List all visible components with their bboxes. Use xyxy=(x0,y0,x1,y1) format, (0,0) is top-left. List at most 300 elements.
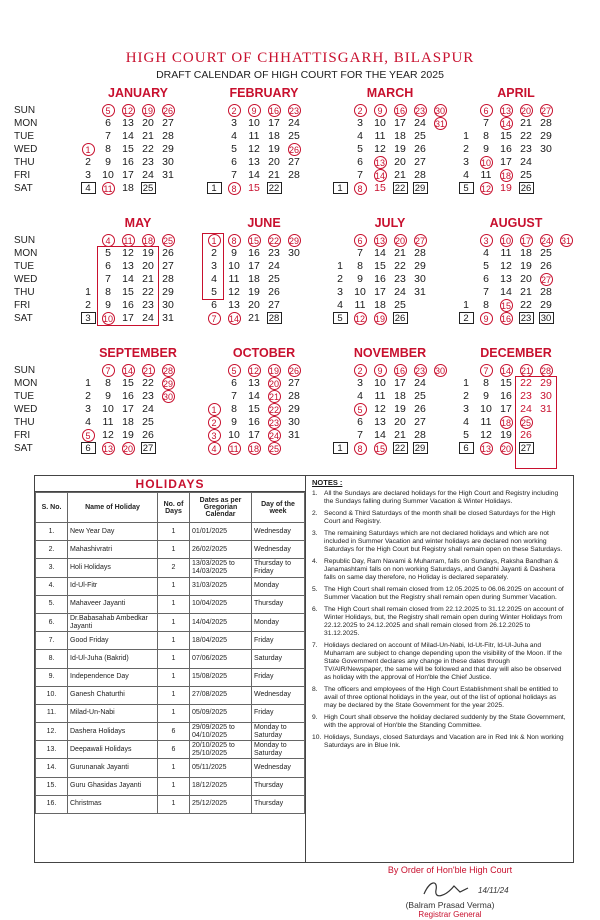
date-cell: 24 xyxy=(520,156,532,168)
date-cell: 3 xyxy=(78,312,98,325)
date-cell: 20 xyxy=(142,260,154,272)
date-cell: 15 xyxy=(500,130,512,142)
date-cell: 20 xyxy=(394,156,406,168)
date-cell: 11 xyxy=(103,184,113,194)
note-item: 6. The High Court shall remain closed from 22.12.2025 to 31.12.2025 on account of Winter Holidays, but, the Registry shall remain open during Winter Holidays from 22.12.2025 to 24.12.2025 and shall remain closed from 26.12.2025 to 31.12.2025. xyxy=(312,606,564,637)
date-cell: 8 xyxy=(224,182,244,195)
date-cell: 5 xyxy=(211,286,217,298)
days-cell: 2 xyxy=(158,559,190,577)
date-cell: 17 xyxy=(248,429,260,441)
date-cell: 12 xyxy=(228,286,240,298)
date-cell: 22 xyxy=(268,236,279,246)
date-cell: 16 xyxy=(394,106,405,116)
holidays-heading: HOLIDAYS xyxy=(35,476,305,492)
date-cell: 25 xyxy=(268,444,279,454)
date-cell: 25 xyxy=(142,416,154,428)
date-cell: 21 xyxy=(248,312,260,324)
date-cell: 23 xyxy=(394,273,406,285)
days-cell: 1 xyxy=(158,795,190,813)
date-cell: 12 xyxy=(374,143,386,155)
date-cell: 16 xyxy=(500,390,512,402)
table-row xyxy=(36,650,305,668)
date-cell: 30 xyxy=(162,392,173,402)
date-cell: 19 xyxy=(142,247,154,259)
date-cell: 12 xyxy=(480,184,491,194)
sno-cell: 14. xyxy=(36,759,68,777)
date-cell: 26 xyxy=(390,312,410,325)
date-cell: 21 xyxy=(142,130,154,142)
date-cell: 8 xyxy=(105,143,111,155)
month-name: OCTOBER xyxy=(232,346,296,360)
note-item: 5. The High Court shall remain closed from 12.05.2025 to 06.06.2025 on account of Summer Vacation but the Registry shall remain open during Summer Vacation. xyxy=(312,586,564,601)
date-cell: 14 xyxy=(374,171,385,181)
date-cell: 17 xyxy=(268,117,280,129)
date-cell: 24 xyxy=(268,431,279,441)
date-cell: 10 xyxy=(102,169,114,181)
date-cell: 13 xyxy=(374,158,385,168)
date-cell: 9 xyxy=(231,416,237,428)
date-cell: 4 xyxy=(463,169,469,181)
date-cell: 10 xyxy=(374,377,386,389)
date-cell: 17 xyxy=(122,169,134,181)
date-cell: 1 xyxy=(78,143,98,156)
date-cell: 11 xyxy=(480,169,492,181)
date-cell: 2 xyxy=(85,299,91,311)
date-cell: 16 xyxy=(500,314,511,324)
date-cell: 19 xyxy=(268,366,279,376)
date-cell: 14 xyxy=(122,130,134,142)
date-cell: 7 xyxy=(357,429,363,441)
date-cell: 15 xyxy=(248,182,260,194)
date-cell: 17 xyxy=(520,236,531,246)
weekday-cell: Friday xyxy=(252,704,305,722)
note-item: 4. Republic Day, Ram Navami & Muharram, falls on Sundays, Raksha Bandhan & Janamashtami falls on non working Saturdays, and Gandhi Jayanti & Dashera falls on same day therefore, no Holiday is declared separately. xyxy=(312,558,559,581)
date-cell: 15 xyxy=(248,236,259,246)
date-cell: 22 xyxy=(268,405,279,415)
date-cell: 10 xyxy=(228,260,240,272)
date-cell: 25 xyxy=(540,247,552,259)
date-cell: 6 xyxy=(231,377,237,389)
month-name: APRIL xyxy=(497,86,535,100)
signatory-name: (Balram Prasad Verma) xyxy=(405,900,495,910)
day-labels xyxy=(14,234,50,325)
date-cell: 7 xyxy=(476,364,496,377)
date-cell: 2 xyxy=(85,390,91,402)
date-cell: 13 xyxy=(374,416,386,428)
month-name: JUNE xyxy=(247,216,281,230)
date-cell: 18 xyxy=(122,182,134,194)
date-cell: 3 xyxy=(204,429,224,442)
day-label-tue: TUE xyxy=(14,261,34,272)
day-label-fri: FRI xyxy=(14,300,31,311)
date-cell: 6 xyxy=(231,156,237,168)
date-cell: 25 xyxy=(520,418,531,428)
order-line: By Order of Hon'ble High Court xyxy=(387,865,513,875)
calendar-row-2 xyxy=(14,216,571,342)
date-cell: 10 xyxy=(500,236,511,246)
date-cell: 13 xyxy=(122,260,134,272)
date-cell: 9 xyxy=(476,312,496,325)
date-cell: 25 xyxy=(414,390,426,402)
date-cell: 25 xyxy=(162,236,173,246)
date-cell: 1 xyxy=(204,234,224,247)
holiday-name-cell: Dr.Babasahab Ambedkar Jayanti xyxy=(68,613,158,631)
notes-list xyxy=(312,490,567,750)
holiday-name-cell: Id-Ul-Juha (Bakrid) xyxy=(68,650,158,668)
date-cell: 22 xyxy=(264,182,284,195)
date-cell: 3 xyxy=(463,403,469,415)
table-row xyxy=(36,541,305,559)
date-cell: 7 xyxy=(105,273,111,285)
sno-cell: 11. xyxy=(36,704,68,722)
date-cell: 18 xyxy=(500,418,511,428)
date-cell: 14 xyxy=(500,119,511,129)
date-cell: 11 xyxy=(229,444,239,454)
signature-date: 14/11/24 xyxy=(478,886,509,895)
date-cell: 5 xyxy=(224,364,244,377)
date-cell: 21 xyxy=(268,169,280,181)
date-cell: 9 xyxy=(105,299,111,311)
date-cell: 5 xyxy=(231,143,237,155)
date-cell: 4 xyxy=(78,182,98,195)
date-cell: 9 xyxy=(244,104,264,117)
calendar-row-3 xyxy=(14,346,560,472)
date-cell: 13 xyxy=(480,444,491,454)
date-cell: 20 xyxy=(500,444,511,454)
date-cell: 23 xyxy=(142,390,154,402)
date-cell: 5 xyxy=(350,403,370,416)
date-cell: 17 xyxy=(500,156,512,168)
date-cell: 26 xyxy=(540,260,552,272)
date-cell: 26 xyxy=(162,247,174,259)
holiday-name-cell: New Year Day xyxy=(68,523,158,541)
date-cell: 8 xyxy=(483,377,489,389)
date-cell: 19 xyxy=(268,143,280,155)
day-label-wed: WED xyxy=(14,144,38,155)
date-cell: 23 xyxy=(520,143,532,155)
date-cell: 27/08/2025 xyxy=(190,686,252,704)
date-cell: 1 xyxy=(330,182,350,195)
date-cell: 15/08/2025 xyxy=(190,668,252,686)
table-row xyxy=(36,777,305,795)
date-cell: 11 xyxy=(354,299,366,311)
date-cell: 9 xyxy=(483,390,489,402)
date-cell: 5 xyxy=(357,143,363,155)
date-cell: 18/12/2025 xyxy=(190,777,252,795)
date-cell: 10 xyxy=(480,158,491,168)
header-days: No. of Days xyxy=(158,493,190,523)
date-cell: 2 xyxy=(463,390,469,402)
sno-cell: 16. xyxy=(36,795,68,813)
month-name: JANUARY xyxy=(108,86,168,100)
date-cell: 5 xyxy=(456,182,476,195)
weekday-cell: Wednesday xyxy=(252,686,305,704)
date-cell: 29 xyxy=(162,286,174,298)
date-cell: 29 xyxy=(540,299,552,311)
winter-holidays-outline-december xyxy=(515,376,557,469)
date-cell: 4 xyxy=(211,273,217,285)
date-cell: 17 xyxy=(374,286,386,298)
note-item: 10. Holidays, Sundays, closed Saturdays and Vacation are in Red Ink & Non working Saturdays are in Blue Ink. xyxy=(312,734,564,749)
date-cell: 15 xyxy=(374,260,386,272)
date-cell: 22 xyxy=(520,299,532,311)
table-row xyxy=(36,523,305,541)
date-cell: 10 xyxy=(354,286,366,298)
date-cell: 28 xyxy=(414,429,426,441)
sno-cell: 3. xyxy=(36,559,68,577)
days-cell: 1 xyxy=(158,686,190,704)
date-cell: 24 xyxy=(142,312,154,324)
date-cell: 17 xyxy=(122,403,134,415)
date-cell: 4 xyxy=(231,130,237,142)
date-cell: 23 xyxy=(268,247,280,259)
date-cell: 20 xyxy=(394,416,406,428)
days-cell: 1 xyxy=(158,650,190,668)
date-cell: 4 xyxy=(337,299,343,311)
date-cell: 14 xyxy=(248,169,260,181)
date-cell: 24 xyxy=(520,403,532,415)
date-cell: 18 xyxy=(374,299,386,311)
days-cell: 1 xyxy=(158,595,190,613)
weekday-cell: Monday to Saturday xyxy=(252,741,305,759)
date-cell: 8 xyxy=(357,260,363,272)
date-cell: 10 xyxy=(480,403,492,415)
date-cell: 23 xyxy=(142,299,154,311)
date-cell: 21 xyxy=(142,273,154,285)
date-cell: 28 xyxy=(414,247,426,259)
date-cell: 22 xyxy=(390,442,410,455)
table-row xyxy=(36,595,305,613)
date-cell: 05/09/2025 xyxy=(190,704,252,722)
date-cell: 22 xyxy=(394,260,406,272)
date-cell: 30 xyxy=(540,390,552,402)
month-name: JULY xyxy=(374,216,406,230)
date-cell: 31 xyxy=(434,119,445,129)
date-cell: 22 xyxy=(390,182,410,195)
page-title: HIGH COURT OF CHHATTISGARH, BILASPUR xyxy=(125,50,475,66)
date-cell: 24 xyxy=(414,377,426,389)
date-cell: 20 xyxy=(268,379,279,389)
date-cell: 19 xyxy=(394,403,406,415)
date-cell: 30 xyxy=(434,366,445,376)
date-cell: 6 xyxy=(483,273,489,285)
date-cell: 30 xyxy=(434,106,445,116)
date-cell: 10 xyxy=(102,314,113,324)
date-cell: 21 xyxy=(394,429,406,441)
date-cell: 30 xyxy=(288,247,300,259)
date-cell: 11 xyxy=(480,416,492,428)
date-cell: 9 xyxy=(483,143,489,155)
date-cell: 5 xyxy=(483,260,489,272)
date-cell: 7 xyxy=(98,364,118,377)
sno-cell: 1. xyxy=(36,523,68,541)
date-cell: 10 xyxy=(228,429,240,441)
date-cell: 27 xyxy=(540,275,551,285)
date-cell: 31 xyxy=(414,286,426,298)
days-cell: 1 xyxy=(158,704,190,722)
date-cell: 3 xyxy=(463,156,469,168)
date-cell: 3 xyxy=(337,286,343,298)
calendar-grid xyxy=(14,86,571,470)
holiday-name-cell: Independence Day xyxy=(68,668,158,686)
date-cell: 9 xyxy=(105,156,111,168)
date-cell: 17 xyxy=(248,260,260,272)
date-cell: 30 xyxy=(536,312,556,325)
header-weekday: Day of the week xyxy=(252,493,305,523)
date-cell: 27 xyxy=(268,299,280,311)
date-cell: 13 xyxy=(228,299,240,311)
date-cell: 16 xyxy=(394,366,405,376)
table-row xyxy=(36,741,305,759)
date-cell: 31 xyxy=(288,429,300,441)
date-cell: 18 xyxy=(248,444,259,454)
date-cell: 28 xyxy=(162,273,174,285)
date-cell: 26/02/2025 xyxy=(190,541,252,559)
date-cell: 13 xyxy=(500,273,512,285)
days-cell: 1 xyxy=(158,613,190,631)
date-cell: 29 xyxy=(540,377,552,389)
day-label-wed: WED xyxy=(14,274,38,285)
date-cell: 23 xyxy=(142,156,154,168)
date-cell: 23 xyxy=(520,390,532,402)
day-label-tue: TUE xyxy=(14,391,34,402)
date-cell: 27 xyxy=(516,442,536,455)
date-cell: 28 xyxy=(264,312,284,325)
date-cell: 3 xyxy=(211,260,217,272)
date-cell: 22 xyxy=(142,143,154,155)
date-cell: 23 xyxy=(414,366,425,376)
date-cell: 01/01/2025 xyxy=(190,523,252,541)
date-cell: 1 xyxy=(204,403,224,416)
date-cell: 16 xyxy=(248,247,260,259)
date-cell: 7 xyxy=(204,312,224,325)
date-cell: 24 xyxy=(394,286,406,298)
date-cell: 30 xyxy=(540,143,552,155)
date-cell: 12 xyxy=(122,247,134,259)
date-cell: 26 xyxy=(288,145,299,155)
table-row xyxy=(36,559,305,577)
sno-cell: 8. xyxy=(36,650,68,668)
sno-cell: 10. xyxy=(36,686,68,704)
date-cell: 2 xyxy=(211,247,217,259)
date-cell: 11 xyxy=(102,416,114,428)
date-cell: 31 xyxy=(162,169,174,181)
month-name: AUGUST xyxy=(489,216,543,230)
date-cell: 14 xyxy=(374,247,386,259)
date-cell: 3 xyxy=(357,377,363,389)
date-cell: 28 xyxy=(162,366,173,376)
date-cell: 5 xyxy=(463,429,469,441)
page-subtitle: DRAFT CALENDAR OF HIGH COURT FOR THE YEAR 2025 xyxy=(156,69,444,81)
date-cell: 16 xyxy=(122,299,134,311)
date-cell: 8 xyxy=(350,182,370,195)
date-cell: 10 xyxy=(102,403,114,415)
date-cell: 17 xyxy=(394,377,406,389)
weekday-cell: Wednesday xyxy=(252,759,305,777)
day-label-wed: WED xyxy=(14,404,38,415)
date-cell: 21 xyxy=(394,247,406,259)
date-cell: 28 xyxy=(540,117,552,129)
date-cell: 7 xyxy=(357,247,363,259)
date-cell: 31 xyxy=(560,236,571,246)
date-cell: 25 xyxy=(268,273,280,285)
date-cell: 12 xyxy=(248,366,259,376)
days-cell: 1 xyxy=(158,523,190,541)
date-cell: 21 xyxy=(520,286,532,298)
date-cell: 30 xyxy=(288,416,300,428)
date-cell: 8 xyxy=(231,403,237,415)
date-cell: 10 xyxy=(374,117,386,129)
date-cell: 12 xyxy=(354,314,365,324)
date-cell: 11 xyxy=(374,130,386,142)
date-cell: 15 xyxy=(122,286,134,298)
date-cell: 28 xyxy=(162,130,174,142)
date-cell: 12 xyxy=(122,106,133,116)
date-cell: 5 xyxy=(105,247,111,259)
day-label-mon: MON xyxy=(14,248,38,259)
day-label-sat: SAT xyxy=(14,443,33,454)
date-cell: 2 xyxy=(85,156,91,168)
date-cell: 6 xyxy=(211,299,217,311)
date-cell: 18 xyxy=(520,247,532,259)
date-cell: 25/12/2025 xyxy=(190,795,252,813)
sno-cell: 6. xyxy=(36,613,68,631)
holidays-header-row xyxy=(36,493,305,523)
date-cell: 28 xyxy=(414,169,426,181)
note-item: 1. All the Sundays are declared holidays for the High Court and Registry including the Sundays falling during Summer Vacation & Winter Holidays. xyxy=(312,490,559,505)
holidays-table xyxy=(35,492,305,814)
date-cell: 19 xyxy=(500,182,512,194)
date-cell: 13/03/2025 to 14/03/2025 xyxy=(190,559,252,577)
table-row xyxy=(36,704,305,722)
holiday-name-cell: Mahaveer Jayanti xyxy=(68,595,158,613)
days-cell: 1 xyxy=(158,541,190,559)
date-cell: 7 xyxy=(105,130,111,142)
date-cell: 26 xyxy=(516,182,536,195)
date-cell: 23 xyxy=(268,418,279,428)
date-cell: 26 xyxy=(268,286,280,298)
summer-vacation-outline-june xyxy=(202,233,224,300)
date-cell: 9 xyxy=(231,247,237,259)
date-cell: 6 xyxy=(105,260,111,272)
date-cell: 21 xyxy=(520,117,532,129)
date-cell: 20 xyxy=(520,273,532,285)
date-cell: 4 xyxy=(483,247,489,259)
date-cell: 23 xyxy=(414,106,425,116)
date-cell: 26 xyxy=(520,429,532,441)
weekday-cell: Thursday to Friday xyxy=(252,559,305,577)
date-cell: 7 xyxy=(231,169,237,181)
day-label-sun: SUN xyxy=(14,365,36,376)
date-cell: 17 xyxy=(500,403,512,415)
day-label-fri: FRI xyxy=(14,430,31,441)
date-cell: 20 xyxy=(122,444,133,454)
date-cell: 4 xyxy=(85,416,91,428)
date-cell: 9 xyxy=(357,273,363,285)
date-cell: 21 xyxy=(394,169,406,181)
date-cell: 27 xyxy=(540,106,551,116)
date-cell: 2 xyxy=(463,143,469,155)
date-cell: 9 xyxy=(370,364,390,377)
day-label-thu: THU xyxy=(14,157,35,168)
weekday-cell: Saturday xyxy=(252,650,305,668)
note-item: 3. The remaining Saturdays which are not declared holidays and which are not included in Summer Vacation and winter holidays are declared non working Saturdays for the High Court but Registry shall remain open on these Saturdays. xyxy=(312,530,563,553)
date-cell: 3 xyxy=(85,169,91,181)
date-cell: 2 xyxy=(350,104,370,117)
date-cell: 12 xyxy=(102,429,114,441)
date-cell: 14 xyxy=(248,390,260,402)
sno-cell: 9. xyxy=(36,668,68,686)
